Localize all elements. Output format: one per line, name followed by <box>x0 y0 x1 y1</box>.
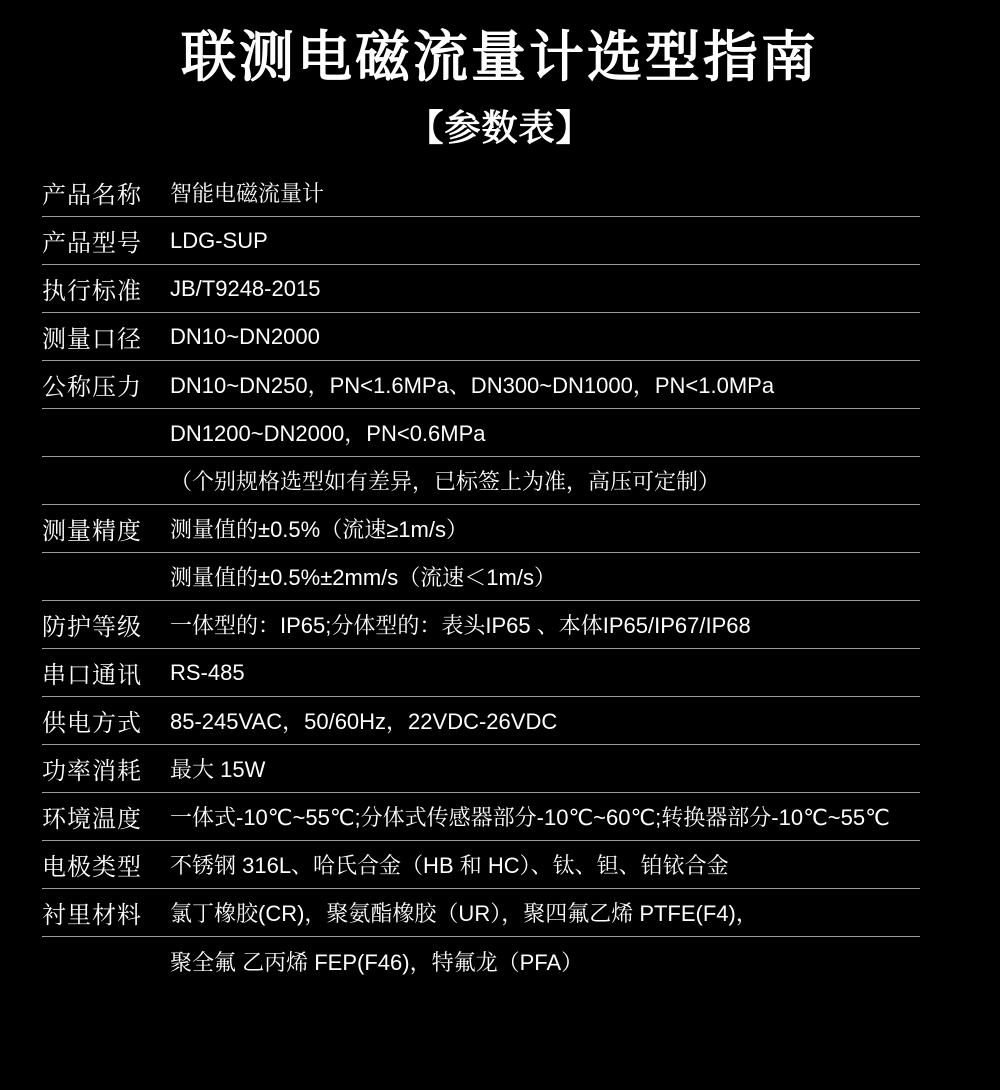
row-value: LDG-SUP <box>170 227 268 253</box>
row-value: RS-485 <box>170 659 245 685</box>
table-row <box>42 361 920 409</box>
row-value: 测量值的±0.5%（流速≥1m/s） <box>170 517 468 542</box>
row-value: 一体式-10℃~55℃;分体式传感器部分-10℃~60℃;转换器部分-10℃~55℃ <box>170 805 890 830</box>
row-value: 智能电磁流量计 <box>170 181 325 206</box>
row-label: 公称压力 <box>42 374 142 401</box>
row-value: JB/T9248-2015 <box>170 275 321 301</box>
row-value: 最大 15W <box>170 757 266 782</box>
table-row <box>42 169 920 217</box>
row-label: 电极类型 <box>42 854 142 881</box>
table-row <box>42 217 920 265</box>
row-value: 测量值的±0.5%±2mm/s（流速＜1m/s） <box>170 565 556 590</box>
row-value: 氯丁橡胶(CR)，聚氨酯橡胶（UR），聚四氟乙烯 PTFE(F4)， <box>170 901 758 926</box>
row-value: 一体型的：IP65;分体型的：表头IP65 、本体IP65/IP67/IP68 <box>170 613 751 638</box>
table-row <box>42 457 920 505</box>
table-row <box>42 937 920 985</box>
row-value: （个别规格选型如有差异，已标签上为准，高压可定制） <box>170 469 721 494</box>
row-label: 产品名称 <box>42 182 142 209</box>
table-row <box>42 265 920 313</box>
row-label: 产品型号 <box>42 230 142 257</box>
table-row <box>42 553 920 601</box>
row-value: 聚全氟 乙丙烯 FEP(F46)，特氟龙（PFA） <box>170 949 584 975</box>
row-label: 防护等级 <box>42 614 142 641</box>
row-label: 环境温度 <box>42 806 142 833</box>
table-row <box>42 697 920 745</box>
page-title: 联测电磁流量计选型指南 <box>180 26 819 88</box>
page-subtitle: 【参数表】 <box>407 107 593 148</box>
row-label: 执行标准 <box>42 278 142 305</box>
table-row <box>42 793 920 841</box>
row-value: 85-245VAC，50/60Hz，22VDC-26VDC <box>170 709 558 734</box>
row-value: DN1200~DN2000，PN<0.6MPa <box>170 421 486 446</box>
row-label: 测量口径 <box>42 326 142 353</box>
row-value: DN10~DN250，PN<1.6MPa、DN300~DN1000，PN<1.0MPa <box>170 373 775 398</box>
table-row <box>42 313 920 361</box>
table-row <box>42 649 920 697</box>
spec-table <box>42 169 920 985</box>
table-row <box>42 841 920 889</box>
table-row <box>42 409 920 457</box>
row-label: 功率消耗 <box>42 758 142 785</box>
table-row <box>42 889 920 937</box>
table-row <box>42 745 920 793</box>
table-row <box>42 601 920 649</box>
row-label: 测量精度 <box>42 518 142 545</box>
table-row <box>42 505 920 553</box>
row-value: 不锈钢 316L、哈氏合金（HB 和 HC）、钛、钽、铂铱合金 <box>170 853 729 878</box>
row-label: 衬里材料 <box>42 902 142 929</box>
row-value: DN10~DN2000 <box>170 323 320 349</box>
row-label: 供电方式 <box>42 710 142 737</box>
row-label: 串口通讯 <box>42 662 142 689</box>
